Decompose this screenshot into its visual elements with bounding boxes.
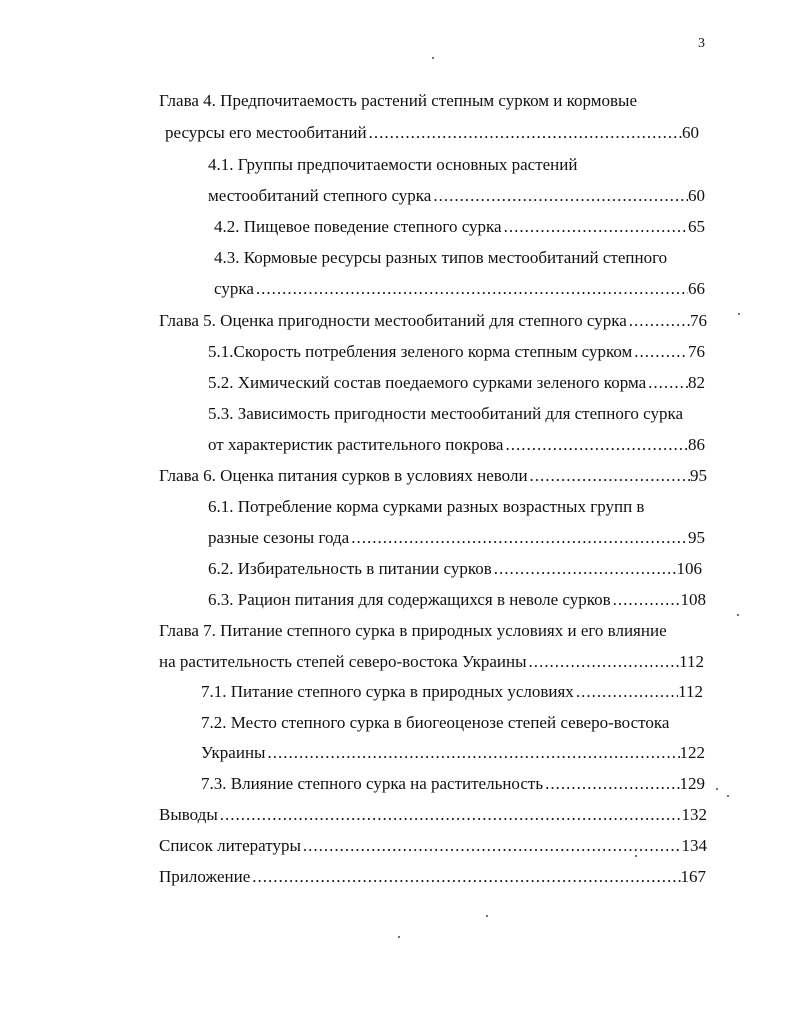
toc-entry-section-7-3 [201,773,705,795]
toc-entry-section-4-1 [208,154,577,176]
toc-entry-section-4-1-cont [208,185,705,207]
toc-entry-title: 6.2. Избирательность в питании сурков [208,559,492,578]
toc-entry-title: Глава 5. Оценка пригодности местообитаний для степного сурка [159,311,627,330]
toc-entry-section-6-2 [208,558,702,580]
toc-entry-title: 7.2. Место степного сурка в биогеоценозе степей северо-востока [201,713,670,732]
toc-entry-title: 4.3. Кормовые ресурсы разных типов местообитаний степного [214,248,668,267]
dot-leader [527,651,680,673]
toc-entry-page: 134 [681,836,707,855]
toc-entry-page: 86 [688,435,705,454]
toc-entry-title: 6.1. Потребление корма сурками разных возрастных групп в [208,497,645,516]
toc-entry-section-7-1 [201,681,703,703]
toc-entry-section-6-1 [208,496,644,518]
dot-leader [543,773,679,795]
dot-leader [250,866,680,888]
toc-entry-title: Список литературы [159,836,301,855]
toc-entry-page: 76 [690,311,707,330]
toc-entry-section-5-3-cont [208,434,705,456]
toc-entry-page: 112 [678,682,703,701]
dot-leader [632,341,688,363]
toc-entry-title: сурка [214,279,254,298]
dot-leader [218,804,682,826]
dot-leader [528,465,690,487]
dot-leader [254,278,688,300]
dot-leader [492,558,677,580]
scan-speck [635,855,637,857]
scan-speck [432,57,434,59]
toc-entry-page: 167 [680,867,706,886]
toc-entry-title: от характеристик растительного покрова [208,435,504,454]
toc-entry-section-5-2 [208,372,705,394]
toc-entry-chapter-6 [159,465,707,487]
toc-entry-chapter-5 [159,310,707,332]
toc-entry-title: Выводы [159,805,218,824]
toc-entry-page: 82 [688,373,705,392]
toc-entry-section-4-2 [214,216,705,238]
toc-entry-page: 129 [679,774,705,793]
dot-leader [349,527,688,549]
toc-entry-title: 4.2. Пищевое поведение степного сурка [214,217,502,236]
toc-entry-title: Глава 6. Оценка питания сурков в условиях неволи [159,466,528,485]
dot-leader [431,185,688,207]
dot-leader [502,216,688,238]
scan-speck [486,915,488,917]
toc-entry-page: 60 [682,123,699,142]
toc-entry-title: Глава 4. Предпочитаемость растений степным сурком и кормовые [159,91,638,110]
scan-speck [716,788,718,790]
scan-speck [737,614,739,616]
toc-entry-conclusions [159,804,707,826]
toc-entry-page: 65 [688,217,705,236]
toc-entry-section-7-2-cont [201,742,705,764]
toc-entry-page: 122 [679,743,705,762]
dot-leader [627,310,690,332]
toc-entry-chapter-4 [159,90,637,112]
toc-entry-title: 5.3. Зависимость пригодности местообитаний для степного сурка [208,404,684,423]
toc-entry-title: Приложение [159,867,251,886]
toc-entry-page: 60 [688,186,705,205]
toc-entry-title: ресурсы его местообитаний [165,123,367,142]
toc-entry-title: Украины [201,743,266,762]
toc-entry-section-6-1-cont [208,527,705,549]
toc-entry-title: разные сезоны года [208,528,350,547]
toc-entry-section-5-3 [208,403,683,425]
toc-entry-page: 106 [676,559,702,578]
toc-entry-title: местообитаний степного сурка [208,186,432,205]
scan-speck [738,313,740,315]
toc-entry-page: 132 [681,805,707,824]
toc-entry-title: 6.3. Рацион питания для содержащихся в неволе сурков [208,590,611,609]
toc-entry-title: 4.1. Группы предпочитаемости основных растений [208,155,578,174]
toc-entry-chapter-7-cont [159,651,704,673]
dot-leader [301,835,682,857]
toc-entry-page: 95 [688,528,705,547]
toc-entry-section-6-3 [208,589,706,611]
toc-entry-page: 112 [679,652,704,671]
scan-speck [727,795,729,797]
toc-entry-section-4-3-cont [214,278,705,300]
toc-entry-title: Глава 7. Питание степного сурка в природных условиях и его влияние [159,621,667,640]
toc-entry-title: 5.1.Скорость потребления зеленого корма степным сурком [208,342,633,361]
toc-entry-title: 7.3. Влияние степного сурка на растительность [201,774,544,793]
dot-leader [646,372,688,394]
toc-entry-page: 66 [688,279,705,298]
dot-leader [611,589,681,611]
toc-entry-page: 76 [688,342,705,361]
dot-leader [574,681,678,703]
dot-leader [503,434,688,456]
toc-entry-title: 7.1. Питание степного сурка в природных условиях [201,682,574,701]
dot-leader [367,122,682,144]
toc-entry-chapter-4-cont [165,122,699,144]
toc-entry-page: 95 [690,466,707,485]
toc-entry-section-5-1 [208,341,705,363]
dot-leader [265,742,679,764]
toc-entry-section-4-3 [214,247,667,269]
toc-entry-references [159,835,707,857]
toc-entry-title: 5.2. Химический состав поедаемого сурками зеленого корма [208,373,647,392]
toc-entry-page: 108 [680,590,706,609]
scan-speck [398,936,400,938]
page-number: 3 [698,36,705,51]
toc-entry-section-7-2 [201,712,669,734]
toc-entry-chapter-7 [159,620,667,642]
toc-entry-appendix [159,866,706,888]
toc-entry-title: на растительность степей северо-востока Украины [159,652,527,671]
